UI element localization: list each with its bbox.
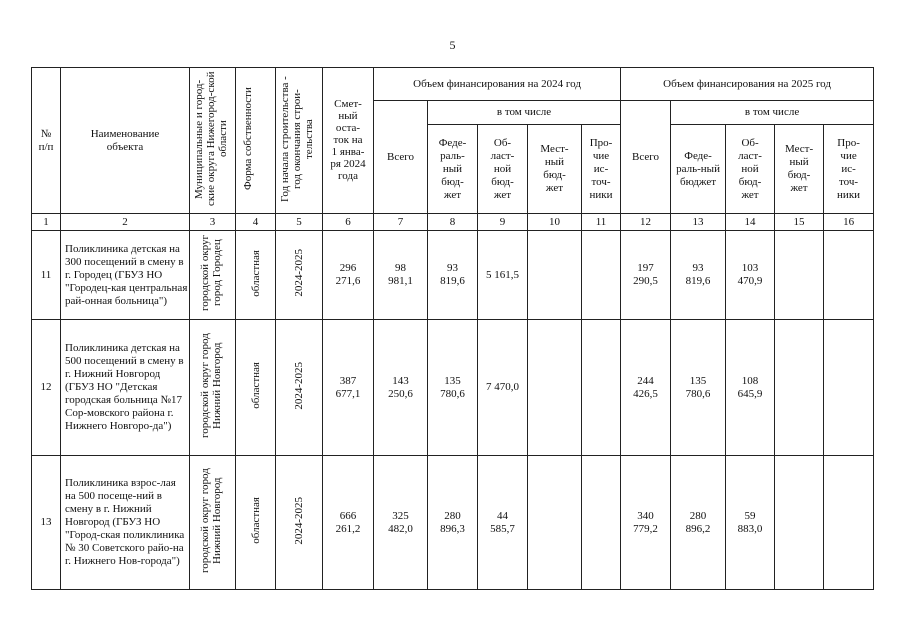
- row-total-2024: [374, 320, 428, 456]
- row-years-text: 2024-2025: [293, 361, 305, 410]
- page-number: 5: [449, 38, 456, 52]
- header-name-text: Наименование объекта: [90, 127, 160, 153]
- col-number: 15: [775, 214, 824, 231]
- row-federal-2025-text: 135 780,6: [685, 374, 711, 400]
- row-regional-2025-text: 59 883,0: [737, 509, 763, 535]
- row-total-2024-text: 325 482,0: [388, 509, 413, 535]
- col-number: 4: [236, 214, 276, 231]
- row-years: [276, 456, 323, 590]
- row-ownership: [236, 456, 276, 590]
- row-ownership: [236, 231, 276, 320]
- header-federal-2025: [671, 125, 726, 214]
- row-regional-2024-text: 44 585,7: [490, 509, 515, 535]
- row-federal-2024-text: 280 896,3: [440, 509, 465, 535]
- header-other-2025-text: Про-чие ис-точ-ники: [837, 136, 861, 201]
- col-number: 14: [726, 214, 775, 231]
- row-estimate-text: 387 677,1: [335, 374, 361, 400]
- header-federal-2024: [428, 125, 478, 214]
- col-number: 11: [582, 214, 621, 231]
- row-estimate-text: 296 271,6: [335, 262, 361, 287]
- col-number: 1: [32, 214, 61, 231]
- row-total-2024-text: 143 250,6: [388, 374, 413, 400]
- row-federal-2025-text: 280 896,2: [685, 509, 711, 535]
- row-estimate-text: 666 261,2: [335, 509, 361, 535]
- row-federal-2025: [671, 231, 726, 320]
- row-local-2025: [775, 231, 824, 320]
- row-municipality: [190, 320, 236, 456]
- row-regional-2024: [478, 456, 528, 590]
- header-regional-2024-text: Об-ласт-ной бюд-жет: [490, 136, 515, 201]
- header-fin-2024: Объем финансирования на 2024 год: [374, 68, 621, 101]
- table-row: [32, 231, 874, 320]
- col-number: 6: [323, 214, 374, 231]
- row-name: Поликлиника детская на 300 посещений в смену в г. Городец (ГБУЗ НО "Городец-кая центральная рай-онная больница"): [61, 231, 190, 320]
- row-local-2024: [528, 456, 582, 590]
- row-other-2025: [824, 320, 874, 456]
- row-num: 11: [32, 231, 61, 320]
- col-number: 3: [190, 214, 236, 231]
- header-num: [32, 68, 61, 214]
- header-fin-2025: Объем финансирования на 2025 год: [621, 68, 874, 101]
- row-num: 13: [32, 456, 61, 590]
- header-including-2024: в том числе: [428, 101, 621, 125]
- row-other-2024: [582, 231, 621, 320]
- row-years: [276, 320, 323, 456]
- row-total-2024: [374, 231, 428, 320]
- row-municipality: [190, 231, 236, 320]
- col-number: 10: [528, 214, 582, 231]
- row-estimate: [323, 456, 374, 590]
- table-row: [32, 320, 874, 456]
- header-regional-2024: [478, 125, 528, 214]
- row-estimate: [323, 320, 374, 456]
- header-estimate: [323, 68, 374, 214]
- table-row: [32, 456, 874, 590]
- col-number: 12: [621, 214, 671, 231]
- row-regional-2024: [478, 320, 528, 456]
- row-total-2024: [374, 456, 428, 590]
- row-total-2025-text: 340 779,2: [633, 509, 658, 535]
- row-ownership-text: областная: [249, 362, 262, 409]
- row-federal-2025: [671, 320, 726, 456]
- row-municipality-text: городской округ город Нижний Новгород: [198, 468, 223, 573]
- row-ownership: [236, 320, 276, 456]
- row-federal-2024: [428, 320, 478, 456]
- row-local-2024: [528, 320, 582, 456]
- header-municipality-text: Муниципальные и город-ские округа Нижегород-ской области: [192, 71, 229, 206]
- row-local-2025: [775, 320, 824, 456]
- row-years-text: 2024-2025: [293, 249, 305, 297]
- col-number: 7: [374, 214, 428, 231]
- row-municipality-text: городской округ город Городец: [198, 234, 223, 312]
- header-regional-2025: [726, 125, 775, 214]
- col-number: 5: [276, 214, 323, 231]
- header-estimate-text: Смет-ный оста-ток на 1 янва-ря 2024 года: [330, 98, 366, 182]
- row-years: [276, 231, 323, 320]
- header-federal-2024-text: Феде-раль-ный бюд-жет: [438, 136, 467, 201]
- row-ownership-text: областная: [249, 497, 262, 544]
- row-other-2024: [582, 320, 621, 456]
- header-local-2024: [528, 125, 582, 214]
- header-ownership-text: Форма собственности: [241, 87, 254, 190]
- row-regional-2025: [726, 320, 775, 456]
- row-regional-2024: [478, 231, 528, 320]
- header-other-2025: [824, 125, 874, 214]
- col-number: 13: [671, 214, 726, 231]
- row-federal-2024: [428, 456, 478, 590]
- header-regional-2025-text: Об-ласт-ной бюд-жет: [738, 136, 762, 201]
- row-federal-2025: [671, 456, 726, 590]
- row-local-2024: [528, 231, 582, 320]
- row-regional-2025-text: 108 645,9: [737, 374, 763, 400]
- row-name: Поликлиника детская на 500 посещений в смену в г. Нижний Новгород (ГБУЗ НО "Детская городская больница №17 Сор-мовского района г. Нижнего Новгоро-да"): [61, 320, 190, 456]
- row-total-2025: [621, 231, 671, 320]
- header-local-2024-text: Мест-ный бюд-жет: [540, 143, 569, 194]
- row-total-2024-text: 98 981,1: [388, 262, 413, 287]
- col-number: 16: [824, 214, 874, 231]
- row-federal-2024-text: 93 819,6: [440, 262, 465, 287]
- row-num: 12: [32, 320, 61, 456]
- col-number: 9: [478, 214, 528, 231]
- header-municipality: [190, 68, 236, 214]
- row-regional-2025-text: 103 470,9: [737, 262, 763, 287]
- header-total-2025: Всего: [621, 101, 671, 214]
- row-total-2025: [621, 456, 671, 590]
- row-federal-2025-text: 93 819,6: [685, 262, 711, 287]
- row-local-2025: [775, 456, 824, 590]
- row-total-2025-text: 244 426,5: [633, 374, 658, 400]
- header-local-2025-text: Мест-ный бюд-жет: [784, 143, 814, 194]
- row-years-text: 2024-2025: [293, 496, 305, 545]
- row-estimate: [323, 231, 374, 320]
- header-local-2025: [775, 125, 824, 214]
- header-other-2024: [582, 125, 621, 214]
- row-federal-2024: [428, 231, 478, 320]
- row-regional-2024-text: 7 470,0: [486, 381, 519, 393]
- row-name: Поликлиника взрос-лая на 500 посеще-ний в смену в г. Нижний Новгород (ГБУЗ НО "Город-ская поликлиника № 30 Советского райо-на г. Нижнего Нов-города"): [61, 456, 190, 590]
- row-regional-2025: [726, 456, 775, 590]
- header-other-2024-text: Про-чие ис-точ-ники: [589, 136, 613, 201]
- row-municipality-text: городской округ город Нижний Новгород: [198, 333, 223, 438]
- column-numbers-row: [32, 214, 874, 231]
- row-regional-2025: [726, 231, 775, 320]
- header-including-2025: в том числе: [671, 101, 874, 125]
- header-federal-2025-text: Феде-раль-ный бюджет: [676, 149, 720, 188]
- col-number: 2: [61, 214, 190, 231]
- financing-table: [31, 67, 874, 590]
- row-municipality: [190, 456, 236, 590]
- header-name: [61, 68, 190, 214]
- header-num-text: № п/п: [38, 127, 54, 153]
- row-other-2024: [582, 456, 621, 590]
- header-years: [276, 68, 323, 214]
- row-federal-2024-text: 135 780,6: [440, 374, 465, 400]
- header-total-2024: Всего: [374, 101, 428, 214]
- row-regional-2024-text: 5 161,5: [486, 268, 519, 281]
- row-total-2025: [621, 320, 671, 456]
- row-total-2025-text: 197 290,5: [633, 262, 658, 287]
- col-number: 8: [428, 214, 478, 231]
- row-other-2025: [824, 231, 874, 320]
- row-ownership-text: областная: [249, 249, 262, 297]
- header-ownership: [236, 68, 276, 214]
- row-other-2025: [824, 456, 874, 590]
- header-years-text: Год начала строительства - год окончания строи-тельства: [279, 75, 315, 202]
